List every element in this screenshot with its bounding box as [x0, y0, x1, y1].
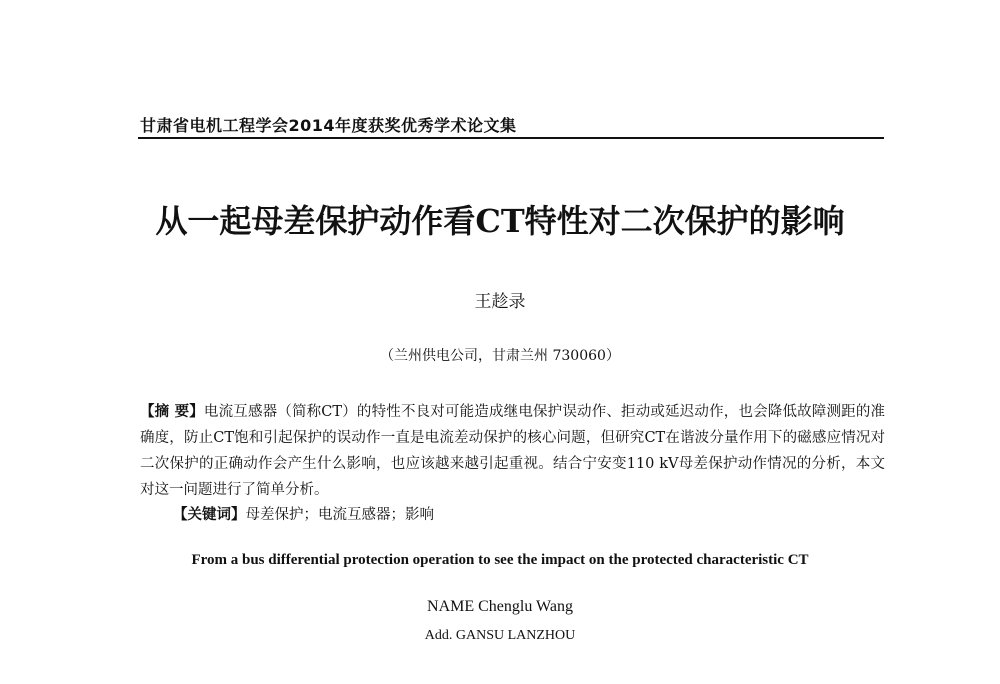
keywords-label: 【关键词】	[173, 507, 246, 523]
author: 王趁录	[474, 292, 526, 312]
affiliation: （兰州供电公司，甘肃兰州 730060）	[380, 348, 620, 364]
keywords-text: 母差保护；电流互感器；影响	[245, 507, 434, 523]
abstract-label: 【摘 要】	[140, 404, 204, 420]
english-title: From a bus differential protection operation to see the impact on the protected characteristic CT	[191, 552, 809, 568]
english-address: Add. GANSU LANZHOU	[424, 628, 576, 643]
abstract	[140, 399, 885, 503]
keywords	[173, 503, 434, 524]
header-divider	[138, 137, 884, 139]
paper-title: 从一起母差保护动作看CT特性对二次保护的影响	[155, 202, 845, 240]
abstract-text: 电流互感器（简称CT）的特性不良对可能造成继电保护误动作、拒动或延迟动作，也会降低故障测距的准确度，防止CT饱和引起保护的误动作一直是电流差动保护的核心问题，但研究CT在谐波分量作用下的磁感应情况对二次保护的正确动作会产生什么影响，也应该越来越引起重视。结合宁安变110 kV母差保护动作情况的分析，本文对这一问题进行了简单分析。	[140, 404, 885, 498]
english-author: NAME Chenglu Wang	[427, 598, 573, 615]
journal-header: 甘肃省电机工程学会2014年度获奖优秀学术论文集	[140, 116, 517, 135]
